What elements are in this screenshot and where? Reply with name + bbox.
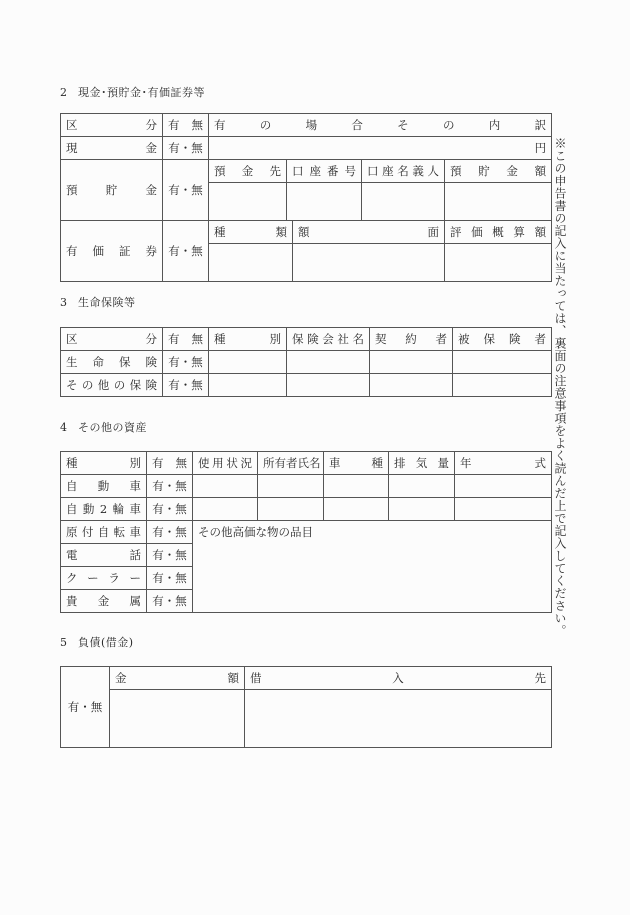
debt-lender-field[interactable] [245,690,552,748]
header-model-year: 年式 [455,452,552,475]
debts-table [60,666,552,748]
displacement-field[interactable] [389,475,455,498]
type-field[interactable] [209,351,287,374]
section-number: 4 [60,421,68,434]
insured-field[interactable] [453,351,552,374]
savings-account-number-field[interactable] [287,183,362,221]
table-row [61,521,552,544]
savings-col-amount: 預貯金額 [445,160,552,183]
header-presence: 有無 [163,114,209,137]
yes-no-selector[interactable]: 有・無 [147,521,193,544]
yes-no-selector[interactable]: 有・無 [163,374,209,397]
table-row [61,498,552,521]
debt-yes-no[interactable]: 有・無 [61,667,110,748]
model-year-field[interactable] [455,498,552,521]
cash-label: 現金 [61,137,163,160]
row-label: 貴金属 [61,590,147,613]
header-category: 区分 [61,114,163,137]
header-vehicle-model: 車種 [324,452,389,475]
securities-col-type: 種類 [209,221,293,244]
securities-col-face-value: 額面 [293,221,445,244]
section-5-title [60,634,134,650]
savings-bank-field[interactable] [209,183,287,221]
usage-field[interactable] [193,498,258,521]
displacement-field[interactable] [389,498,455,521]
insured-field[interactable] [453,374,552,397]
yes-no-selector[interactable]: 有・無 [147,590,193,613]
row-label: 原付自転車 [61,521,147,544]
header-presence: 有無 [147,452,193,475]
section-title-text: 生命保険等 [78,296,136,309]
yes-no-selector[interactable]: 有・無 [147,475,193,498]
table-row [61,374,552,397]
savings-label: 預貯金 [61,160,163,221]
header-displacement: 排気量 [389,452,455,475]
securities-col-estimated-value: 評価概算額 [445,221,552,244]
savings-account-holder-field[interactable] [362,183,445,221]
insurer-field[interactable] [287,374,370,397]
savings-col-bank: 預金先 [209,160,287,183]
header-category: 区分 [61,328,163,351]
cash-savings-securities-table [60,113,552,282]
policyholder-field[interactable] [370,374,453,397]
row-label: 自動車 [61,475,147,498]
securities-yes-no[interactable]: 有・無 [163,221,209,282]
section-number: 5 [60,636,68,649]
header-amount: 金額 [110,667,245,690]
yes-no-selector[interactable]: 有・無 [163,351,209,374]
row-label: クーラー [61,567,147,590]
header-usage: 使用状況 [193,452,258,475]
side-instruction-note: ※この申告書の記入に当たっては、裏面の注意事項をよく読んだ上で記入してください。 [553,137,567,637]
header-lender: 借入先 [245,667,552,690]
yes-no-selector[interactable]: 有・無 [147,567,193,590]
savings-amount-field[interactable] [445,183,552,221]
yen-unit: 円 [534,141,547,155]
model-year-field[interactable] [455,475,552,498]
section-3-title [60,294,136,310]
section-number: 2 [60,86,68,99]
cash-yes-no[interactable]: 有・無 [163,137,209,160]
cash-amount-field[interactable] [209,137,552,160]
table-row [61,475,552,498]
securities-type-field[interactable] [209,244,293,282]
usage-field[interactable] [193,475,258,498]
securities-label: 有価証券 [61,221,163,282]
section-2-title [60,84,205,100]
header-owner-name: 所有者氏名 [258,452,324,475]
row-label: 電話 [61,544,147,567]
other-valuables-field[interactable] [193,521,552,613]
other-valuables-label: その他高価な物の品目 [198,525,313,539]
header-insurer: 保険会社名 [287,328,370,351]
row-label: その他の保険 [61,374,163,397]
section-number: 3 [60,296,68,309]
section-4-title [60,419,147,435]
savings-yes-no[interactable]: 有・無 [163,160,209,221]
row-label: 生命保険 [61,351,163,374]
section-title-text: 現金･預貯金･有価証券等 [78,86,205,99]
vehicle-model-field[interactable] [324,498,389,521]
header-type: 種別 [209,328,287,351]
securities-estimated-value-field[interactable] [445,244,552,282]
vehicle-model-field[interactable] [324,475,389,498]
owner-name-field[interactable] [258,475,324,498]
yes-no-selector[interactable]: 有・無 [147,498,193,521]
table-row [61,351,552,374]
header-presence: 有無 [163,328,209,351]
section-title-text: 負債(借金) [78,636,134,649]
other-assets-table [60,451,552,613]
header-type: 種別 [61,452,147,475]
header-details: 有の場合その内訳 [209,114,552,137]
row-label: 自動2輪車 [61,498,147,521]
insurer-field[interactable] [287,351,370,374]
securities-face-value-field[interactable] [293,244,445,282]
type-field[interactable] [209,374,287,397]
savings-col-account-holder: 口座名義人 [362,160,445,183]
yes-no-selector[interactable]: 有・無 [147,544,193,567]
header-policyholder: 契約者 [370,328,453,351]
savings-col-account-number: 口座番号 [287,160,362,183]
life-insurance-table [60,327,552,397]
owner-name-field[interactable] [258,498,324,521]
header-insured: 被保険者 [453,328,552,351]
debt-amount-field[interactable] [110,690,245,748]
policyholder-field[interactable] [370,351,453,374]
section-title-text: その他の資産 [78,421,147,434]
